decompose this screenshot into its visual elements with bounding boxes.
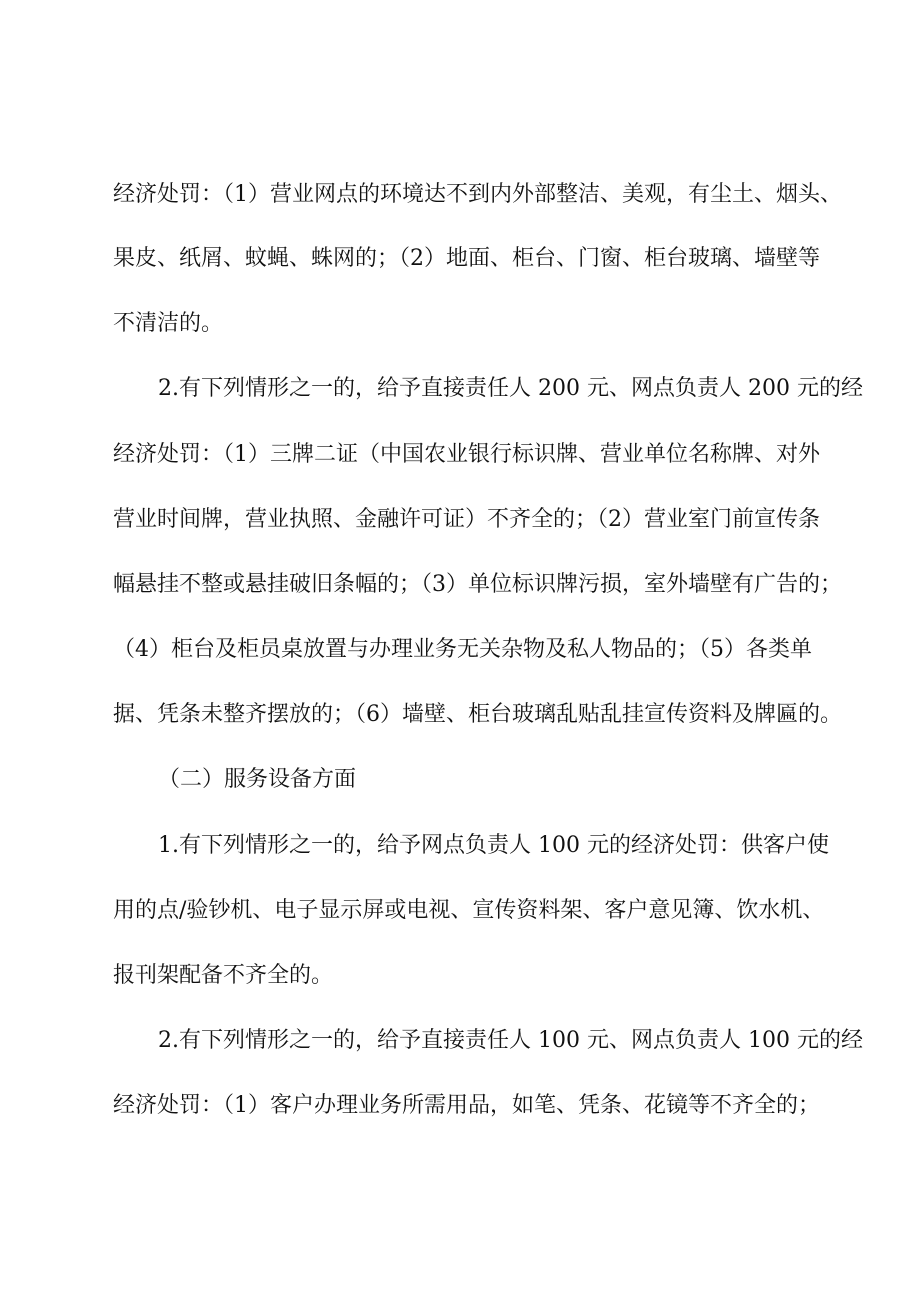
body-text-line: 经济处罚：（1）三牌二证（中国农业银行标识牌、营业单位名称牌、对外 <box>113 442 820 467</box>
body-text-line: 1.有下列情形之一的，给予网点负责人 100 元的经济处罚：供客户使 <box>158 833 829 858</box>
body-text-line: 用的点/验钞机、电子显示屏或电视、宣传资料架、客户意见簿、饮水机、 <box>113 898 825 923</box>
body-text-line: 2.有下列情形之一的，给予直接责任人 100 元、网点负责人 100 元的经 <box>158 1028 863 1053</box>
body-text-line: 营业时间牌，营业执照、金融许可证）不齐全的；（2）营业室门前宣传条 <box>113 507 820 532</box>
body-text-line: 幅悬挂不整或悬挂破旧条幅的；（3）单位标识牌污损，室外墙壁有广告的； <box>113 572 842 597</box>
body-text-line: （4）柜台及柜员桌放置与办理业务无关杂物及私人物品的；（5）各类单 <box>113 637 812 662</box>
body-text-line: 不清洁的。 <box>113 311 224 336</box>
body-text-line: 经济处罚：（1）客户办理业务所需用品，如笔、凭条、花镜等不齐全的； <box>113 1093 820 1118</box>
section-heading: （二）服务设备方面 <box>158 767 357 792</box>
body-text-line: 经济处罚：（1）营业网点的环境达不到内外部整洁、美观，有尘土、烟头、 <box>113 182 842 207</box>
body-text-line: 据、凭条未整齐摆放的；（6）墙壁、柜台玻璃乱贴乱挂宣传资料及牌匾的。 <box>113 702 842 727</box>
body-text-line: 果皮、纸屑、蚊蝇、蛛网的；（2）地面、柜台、门窗、柜台玻璃、墙壁等 <box>113 246 820 271</box>
body-text-line: 2.有下列情形之一的，给予直接责任人 200 元、网点负责人 200 元的经 <box>158 376 863 401</box>
body-text-line: 报刊架配备不齐全的。 <box>113 963 334 988</box>
